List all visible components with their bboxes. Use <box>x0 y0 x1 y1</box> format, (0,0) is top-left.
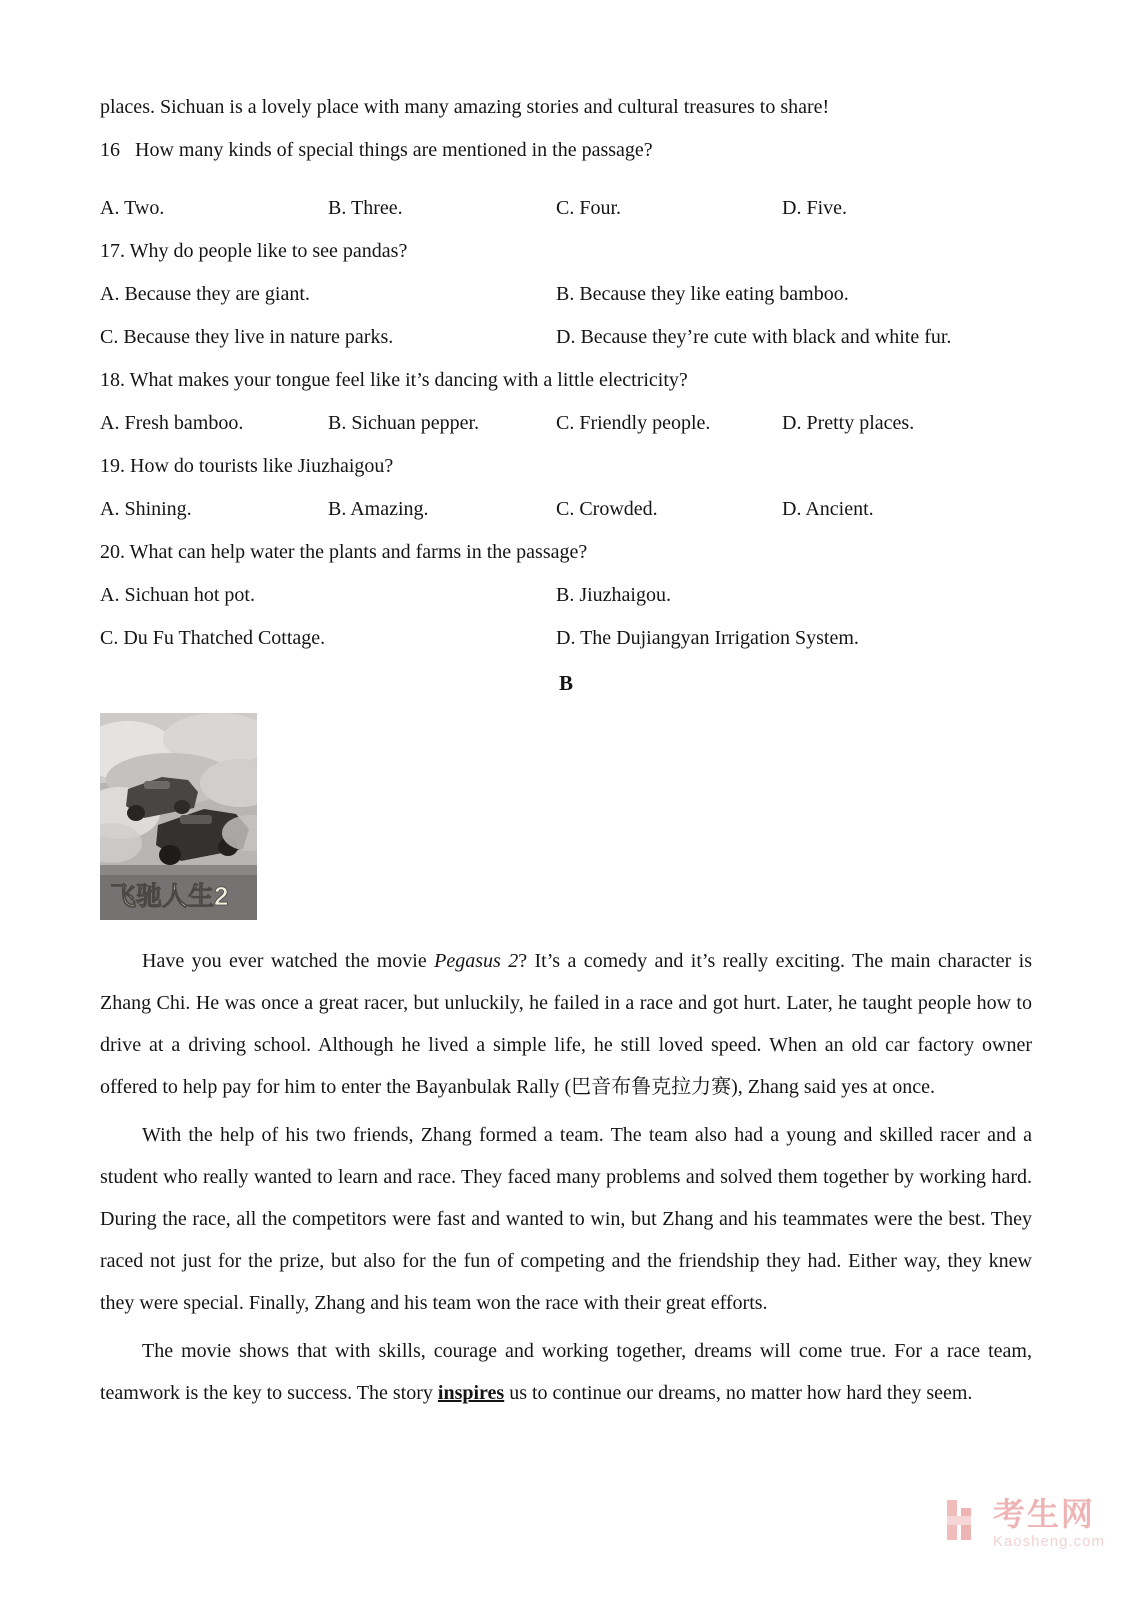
question-16-stem: 16 How many kinds of special things are mentioned in the passage? <box>100 139 653 161</box>
question-17-stem: 17. Why do people like to see pandas? <box>100 240 408 262</box>
passage-paragraph-3 <box>100 1330 1032 1414</box>
exam-content <box>100 86 1032 1414</box>
question-18-stem: 18. What makes your tongue feel like it’s dancing with a little electricity? <box>100 369 688 391</box>
option-20-a: A. Sichuan hot pot. <box>100 584 255 606</box>
p3-text-post: us to continue our dreams, no matter how hard they seem. <box>504 1382 973 1404</box>
option-16-b: B. Three. <box>328 197 403 219</box>
poster-title-text: 飞驰人生2 <box>110 881 229 911</box>
option-20-c: C. Du Fu Thatched Cottage. <box>100 627 326 649</box>
watermark-site-domain: Kaosheng.com <box>992 1533 1105 1550</box>
option-17-c: C. Because they live in nature parks. <box>100 326 394 348</box>
passage-paragraph-1 <box>100 940 1032 1108</box>
option-20-d: D. The Dujiangyan Irrigation System. <box>556 627 859 649</box>
question-19-stem: 19. How do tourists like Jiuzhaigou? <box>100 455 394 477</box>
section-b-label: B <box>558 671 573 695</box>
watermark <box>945 1498 1105 1552</box>
question-20-options-row2 <box>100 617 1032 660</box>
p1-movie-title: Pegasus 2 <box>434 950 519 972</box>
pegasus2-movie-poster-image <box>100 713 257 920</box>
intro-line: places. Sichuan is a lovely place with many amazing stories and cultural treasures to share! <box>100 96 830 118</box>
option-19-a: A. Shining. <box>100 498 192 520</box>
question-19-options <box>100 488 1032 531</box>
p1-text-pre: Have you ever watched the movie <box>142 950 435 972</box>
option-19-d: D. Ancient. <box>782 498 874 520</box>
option-18-d: D. Pretty places. <box>782 412 915 434</box>
option-17-b: B. Because they like eating bamboo. <box>556 283 849 305</box>
question-17-options-row1 <box>100 273 1032 316</box>
option-18-a: A. Fresh bamboo. <box>100 412 244 434</box>
option-16-c: C. Four. <box>556 197 622 219</box>
question-20-options-row1 <box>100 574 1032 617</box>
p3-emphasized-word: inspires <box>437 1382 505 1404</box>
question-20-stem: 20. What can help water the plants and farms in the passage? <box>100 541 588 563</box>
kaosheng-logo-icon <box>945 1498 985 1542</box>
option-20-b: B. Jiuzhaigou. <box>556 584 671 606</box>
option-16-a: A. Two. <box>100 197 165 219</box>
option-16-d: D. Five. <box>782 197 847 219</box>
question-18-options <box>100 402 1032 445</box>
reading-passage-b <box>100 940 1032 1414</box>
question-17-options-row2 <box>100 316 1032 359</box>
option-18-c: C. Friendly people. <box>556 412 711 434</box>
p1-text-post: ? It’s a comedy and it’s really exciting. The main character is Zhang Chi. He was once a great racer, but unluckily, he failed in a race and got hurt. Later, he taught people how to drive at a driving school. Although he lived a simple life, he still loved speed. When an old car factory owner offered to help pay for him to enter the Bayanbulak Rally (巴音布鲁克拉力赛), Zhang said yes at once. <box>100 950 1032 1098</box>
option-19-b: B. Amazing. <box>328 498 429 520</box>
option-19-c: C. Crowded. <box>556 498 658 520</box>
option-18-b: B. Sichuan pepper. <box>328 412 480 434</box>
option-17-d: D. Because they’re cute with black and white fur. <box>556 326 952 348</box>
watermark-site-name: 考生网 <box>992 1496 1095 1532</box>
question-16-options <box>100 187 1032 230</box>
p3-text-pre: The movie shows that with skills, courage and working together, dreams will come true. For a race team, teamwork is the key to success. The story <box>100 1340 1032 1404</box>
option-17-a: A. Because they are giant. <box>100 283 310 305</box>
passage-paragraph-2: With the help of his two friends, Zhang formed a team. The team also had a young and skilled racer and a student who really wanted to learn and race. They faced many problems and solved them together by working hard. During the race, all the competitors were fast and wanted to win, but Zhang and his teammates were the best. They raced not just for the prize, but also for the fun of competing and the friendship they had. Either way, they knew they were special. Finally, Zhang and his team won the race with their great efforts. <box>100 1124 1032 1314</box>
watermark-text <box>993 1498 1105 1552</box>
